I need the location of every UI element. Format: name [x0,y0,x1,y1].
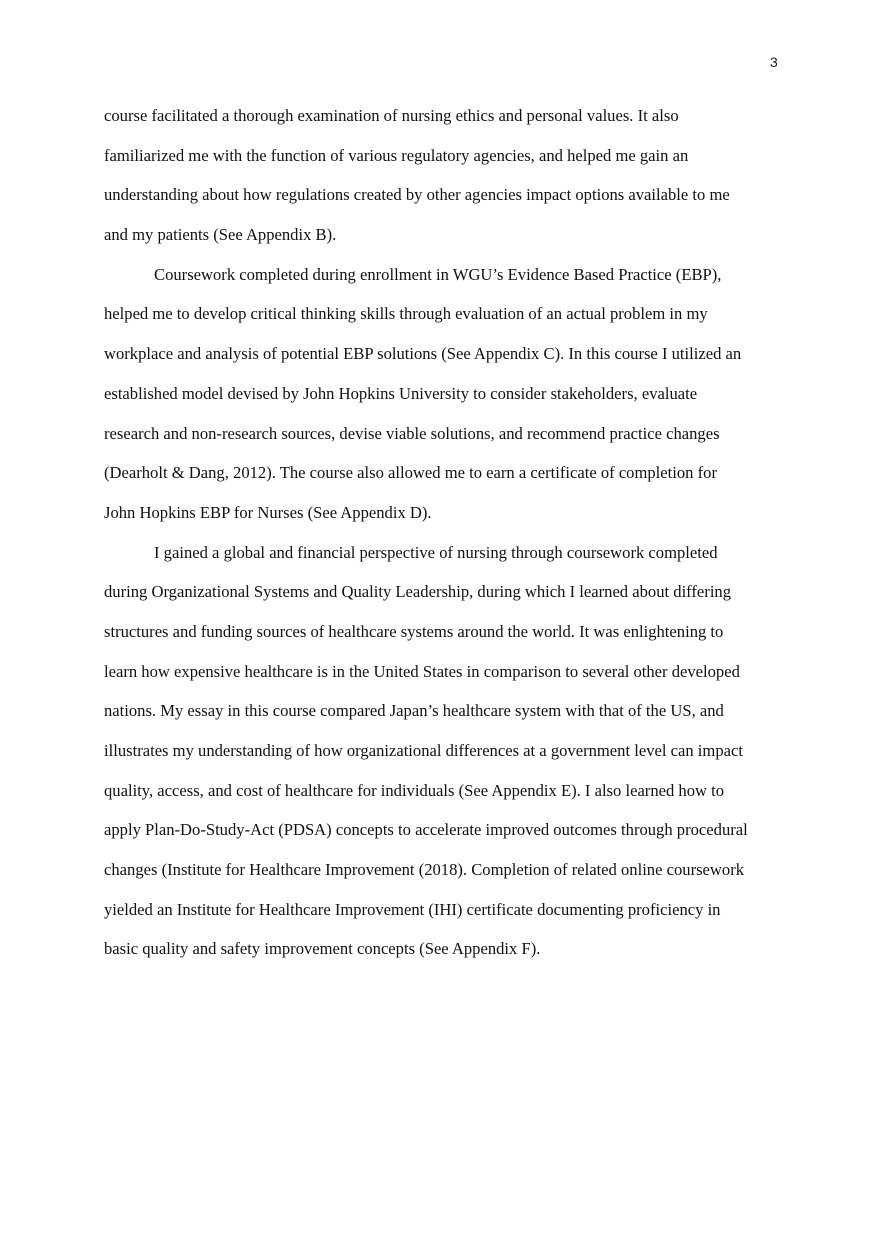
text-line: established model devised by John Hopkins University to consider stakeholders, evaluate [104,383,698,403]
text-line: structures and funding sources of healthcare systems around the world. It was enlightening to [104,621,724,641]
text-line: yielded an Institute for Healthcare Improvement (IHI) certificate documenting proficiency in [104,899,721,919]
text-line: research and non-research sources, devise viable solutions, and recommend practice changes [104,423,720,443]
text-line: during Organizational Systems and Quality Leadership, during which I learned about differing [104,582,732,602]
text-line: and my patients (See Appendix B). [104,225,337,245]
text-line: learn how expensive healthcare is in the United States in comparison to several other developed [104,661,740,681]
text-line: I gained a global and financial perspective of nursing through coursework completed [154,542,718,562]
text-line: workplace and analysis of potential EBP solutions (See Appendix C). In this course I utilized an [104,344,742,364]
text-line: familiarized me with the function of various regulatory agencies, and helped me gain an [104,145,689,165]
text-line: nations. My essay in this course compared Japan’s healthcare system with that of the US, and [104,701,724,721]
text-line: illustrates my understanding of how organizational differences at a government level can impact [104,741,743,760]
text-line: (Dearholt & Dang, 2012). The course also allowed me to earn a certificate of completion for [104,463,717,483]
document-body [104,104,784,977]
text-line: course facilitated a thorough examination of nursing ethics and personal values. It also [104,106,679,125]
text-line: changes (Institute for Healthcare Improvement (2018). Completion of related online coursework [104,860,745,880]
page-number: 3 [770,54,778,70]
text-line: understanding about how regulations created by other agencies impact options available to me [104,185,730,205]
text-line: quality, access, and cost of healthcare for individuals (See Appendix E). I also learned how to [104,780,725,800]
text-line: helped me to develop critical thinking skills through evaluation of an actual problem in my [104,304,708,324]
text-line: basic quality and safety improvement concepts (See Appendix F). [104,939,541,959]
text-line: apply Plan-Do-Study-Act (PDSA) concepts to accelerate improved outcomes through procedural [104,820,748,840]
text-line: Coursework completed during enrollment in WGU’s Evidence Based Practice (EBP), [154,264,722,284]
text-line: John Hopkins EBP for Nurses (See Appendix D). [104,502,432,522]
